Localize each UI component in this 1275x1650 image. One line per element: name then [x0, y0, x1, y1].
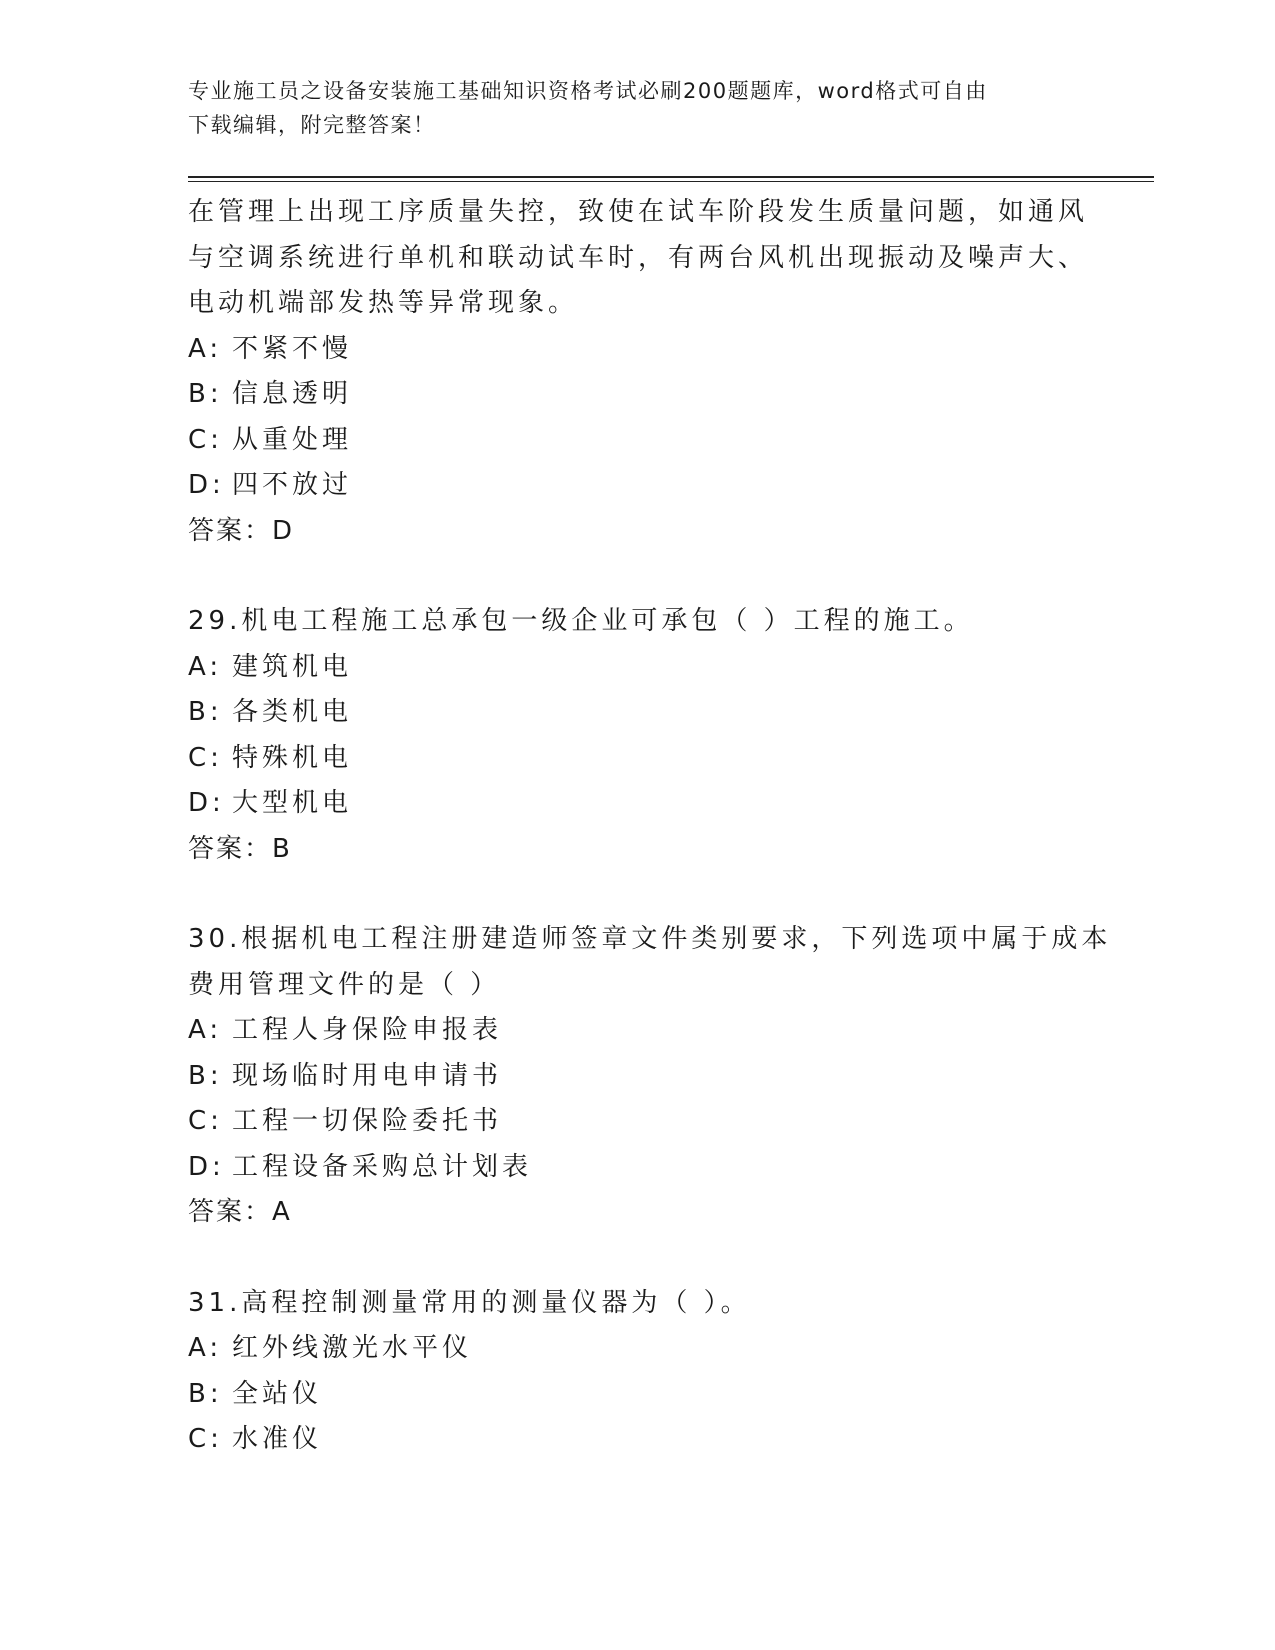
option-text: 信息透明	[232, 379, 353, 409]
question-stem-line: 与空调系统进行单机和联动试车时，有两台风机出现振动及噪声大、	[188, 242, 1089, 273]
question-stem-line: 电动机端部发热等异常现象。	[188, 288, 579, 318]
question-31	[188, 1281, 1088, 1463]
option-key: B:	[188, 379, 223, 409]
answer-line: 答案：D	[188, 515, 295, 546]
question-spacer	[188, 554, 1088, 599]
option-text: 红外线激光水平仪	[232, 1333, 473, 1363]
option-text: 工程设备采购总计划表	[232, 1151, 533, 1182]
option-key: C:	[188, 424, 223, 455]
document-header	[188, 74, 1068, 142]
option-key: D:	[188, 1151, 225, 1182]
header-divider-thick	[188, 176, 1154, 178]
option-key: B:	[188, 1060, 223, 1091]
option-key: A:	[188, 651, 223, 682]
option-b	[188, 372, 1088, 418]
option-b	[188, 1372, 1088, 1418]
option-text: 工程人身保险申报表	[232, 1015, 503, 1045]
option-a	[188, 1326, 1088, 1372]
answer-line: 答案：A	[188, 1197, 292, 1227]
option-text: 工程一切保险委托书	[232, 1106, 503, 1136]
question-30	[188, 917, 1112, 1236]
option-text: 各类机电	[232, 697, 353, 727]
option-b	[188, 1054, 1088, 1100]
option-text: 水准仪	[232, 1424, 323, 1454]
question-28	[188, 190, 1088, 554]
question-29	[188, 599, 1088, 872]
option-text: 建筑机电	[232, 651, 353, 682]
option-text: 特殊机电	[232, 742, 353, 773]
option-a	[188, 645, 1088, 691]
option-text: 全站仪	[232, 1378, 323, 1409]
option-key: A:	[188, 1015, 223, 1045]
option-c	[188, 736, 1088, 782]
option-key: B:	[188, 697, 223, 727]
question-stem-line: 31.高程控制测量常用的测量仪器为（ ）。	[188, 1287, 751, 1318]
option-text: 大型机电	[232, 788, 353, 818]
option-text: 不紧不慢	[232, 333, 353, 364]
option-text: 四不放过	[232, 470, 353, 500]
option-key: D:	[188, 470, 225, 500]
question-spacer	[188, 872, 1088, 917]
option-key: B:	[188, 1378, 223, 1409]
option-a	[188, 327, 1088, 373]
option-text: 从重处理	[232, 424, 353, 455]
question-list	[188, 190, 1112, 1463]
option-text: 现场临时用电申请书	[232, 1060, 503, 1091]
option-key: A:	[188, 1333, 223, 1363]
option-d	[188, 463, 1088, 509]
option-key: C:	[188, 1424, 223, 1454]
header-title-line-1: 专业施工员之设备安装施工基础知识资格考试必刷200题题库，word格式可自由	[188, 79, 988, 103]
question-stem-line: 30.根据机电工程注册建造师签章文件类别要求，下列选项中属于成本	[188, 924, 1112, 954]
question-stem-line: 29.机电工程施工总承包一级企业可承包（ ）工程的施工。	[188, 606, 974, 636]
option-c	[188, 1417, 1088, 1463]
option-b	[188, 690, 1088, 736]
option-key: A:	[188, 333, 223, 364]
option-c	[188, 418, 1088, 464]
option-key: D:	[188, 788, 225, 818]
question-stem-line: 在管理上出现工序质量失控，致使在试车阶段发生质量问题，如通风	[188, 197, 1089, 227]
answer-line: 答案：B	[188, 833, 292, 864]
option-c	[188, 1099, 1088, 1145]
header-divider-thin	[188, 181, 1154, 182]
question-spacer	[188, 1236, 1088, 1281]
question-stem-line: 费用管理文件的是（ ）	[188, 969, 501, 1000]
header-title-line-2: 下载编辑，附完整答案！	[188, 113, 436, 137]
option-key: C:	[188, 1106, 223, 1136]
option-d	[188, 781, 1088, 827]
option-d	[188, 1145, 1088, 1191]
option-a	[188, 1008, 1088, 1054]
option-key: C:	[188, 742, 223, 773]
